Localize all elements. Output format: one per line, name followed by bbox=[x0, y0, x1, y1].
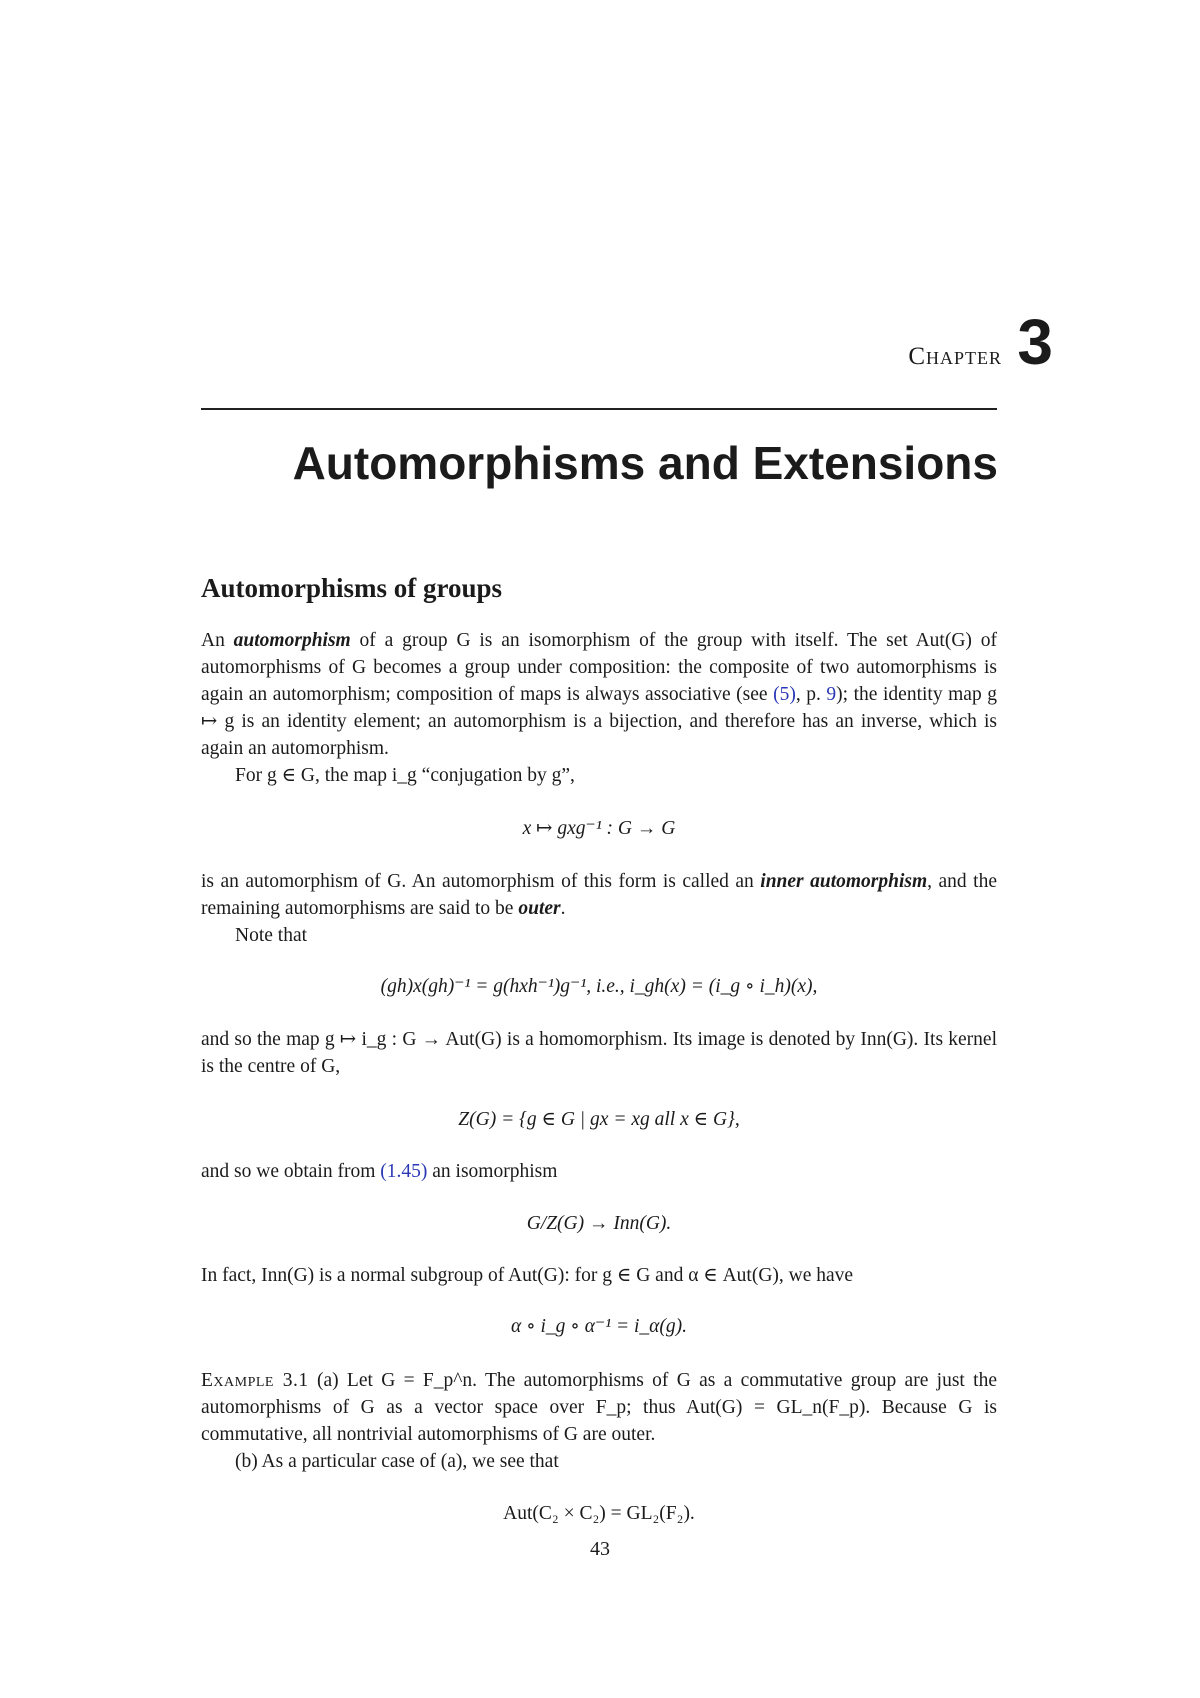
equation-aut-klein bbox=[201, 1500, 997, 1527]
equation-alpha-conjugation bbox=[201, 1313, 997, 1340]
chapter-title: Automorphisms and Extensions bbox=[292, 437, 998, 489]
math-expression: (gh)x(gh)⁻¹ = g(hxh⁻¹)g⁻¹, i.e., i_gh(x) = (i_g ∘ i_h)(x), bbox=[380, 976, 818, 997]
paragraph-conjugation: For g ∈ G, the map i_g “conjugation by g”, bbox=[235, 765, 575, 786]
math-expression: α ∘ i_g ∘ α⁻¹ = i_α(g). bbox=[510, 1316, 688, 1337]
paragraph-inner-automorphism bbox=[201, 868, 997, 922]
paragraph-particular-case: (b) As a particular case of (a), we see that bbox=[235, 1451, 559, 1472]
paragraph-normal-subgroup: In fact, Inn(G) is a normal subgroup of Aut(G): for g ∈ G and α ∈ Aut(G), we have bbox=[201, 1265, 854, 1286]
equation-quotient-iso bbox=[201, 1210, 997, 1237]
text-span: , and the remaining automorphisms are said to be bbox=[201, 871, 997, 919]
chapter-label: Chapter bbox=[908, 343, 1002, 370]
equation-conjugation-composition bbox=[201, 973, 997, 1000]
example-label: Example 3.1 bbox=[201, 1370, 309, 1391]
math-expression: Z(G) = {g ∈ G | gx = xg all x ∈ G}, bbox=[458, 1109, 740, 1130]
text-span: An bbox=[201, 630, 234, 651]
term-outer: outer bbox=[518, 898, 561, 919]
paragraph-note-that: Note that bbox=[235, 925, 308, 946]
example-3-1 bbox=[201, 1367, 997, 1448]
text-span: , p. bbox=[795, 684, 827, 705]
paragraph-automorphism-definition bbox=[201, 627, 997, 762]
page-reference-link[interactable]: 9 bbox=[826, 684, 837, 705]
section-heading: Automorphisms of groups bbox=[201, 573, 503, 603]
paragraph-homomorphism: and so the map g ↦ i_g : G → Aut(G) is a homomorphism. Its image is denoted by Inn(G). Its kernel is the centre of G, bbox=[201, 1029, 997, 1077]
header-rule bbox=[201, 408, 997, 410]
equation-conjugation-map bbox=[201, 815, 997, 842]
reference-link[interactable]: (1.45) bbox=[380, 1161, 428, 1182]
text-span: is an automorphism of G. An automorphism of this form is called an bbox=[201, 871, 761, 892]
math-expression: Aut(C₂ × C₂) = GL₂(F₂). bbox=[503, 1503, 695, 1524]
text-span: an isomorphism bbox=[427, 1161, 558, 1182]
text-span: and so we obtain from bbox=[201, 1161, 381, 1182]
text-span: ); the identity map g ↦ g is an identity element; an automorphism is a bijection, and therefore has an inverse, which is again an automorphism. bbox=[201, 684, 997, 759]
text-span: . bbox=[560, 898, 566, 919]
text-span: of a group G is an isomorphism of the group with itself. The set Aut(G) of automorphisms of G becomes a group under composition: the composite of two automorphisms is again an automorphism; composition of maps is always associative (see bbox=[201, 630, 997, 705]
term-automorphism: automorphism bbox=[233, 630, 351, 651]
equation-centre bbox=[201, 1106, 997, 1133]
math-expression: G/Z(G) → Inn(G). bbox=[526, 1213, 672, 1234]
math-expression: x ↦ gxg⁻¹ : G → G bbox=[522, 818, 676, 839]
term-inner-automorphism: inner automorphism bbox=[760, 871, 928, 892]
text-span: (a) Let G = F_p^n. The automorphisms of G as a commutative group are just the automorphisms of G as a vector space over F_p; thus Aut(G) = GL_n(F_p). Because G is commutative, all nontrivial automorphisms of G are outer. bbox=[201, 1370, 997, 1445]
paragraph-isomorphism bbox=[201, 1158, 997, 1185]
page-number: 43 bbox=[590, 1538, 610, 1560]
chapter-number: 3 bbox=[1017, 306, 1053, 378]
reference-link[interactable]: (5) bbox=[773, 684, 796, 705]
